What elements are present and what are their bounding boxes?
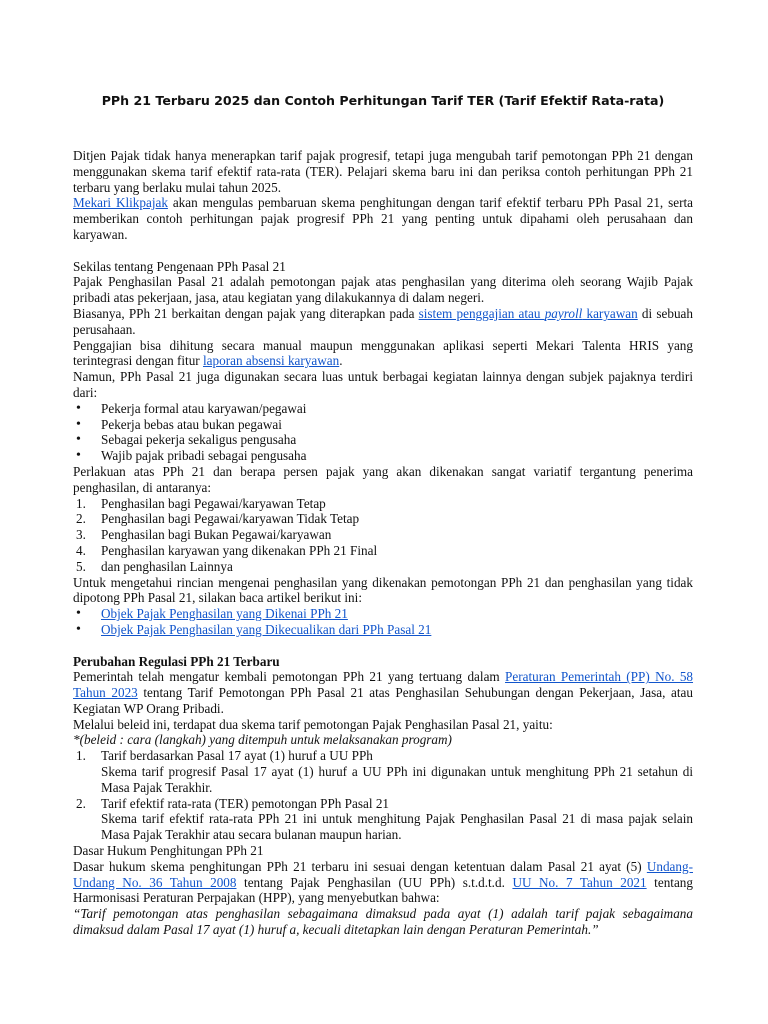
dasar-hukum-heading: Dasar Hukum Penghitungan PPh 21 (73, 843, 264, 859)
list-item: • Pekerja bebas atau bukan pegawai (73, 417, 693, 433)
sekilas-paragraph-3: Penggajian bisa dihitung secara manual maupun menggunakan aplikasi seperti Mekari Talenta HRIS yang terintegrasi dengan fitur laporan absensi karyawan. (73, 337, 693, 369)
list-item: • Wajib pajak pribadi sebagai pengusaha (73, 448, 693, 464)
attendance-report-link[interactable]: laporan absensi karyawan (203, 353, 340, 369)
sekilas-paragraph-6: Untuk mengetahui rincian mengenai penghasilan yang dikenakan pemotongan PPh 21 dan penghasilan yang tidak dipotong PPh Pasal 21, silakan baca artikel berikut ini: (73, 574, 693, 606)
sekilas-paragraph-1: Pajak Penghasilan Pasal 21 adalah pemotongan pajak atas penghasilan yang diterima oleh seorang Wajib Pajak pribadi atas pekerjaan, jasa, atau kegiatan yang dilakukannya di dalam negeri. (73, 274, 693, 306)
article-link-dikecualikan[interactable]: Objek Pajak Penghasilan yang Dikecualikan dari PPh Pasal 21 (101, 621, 432, 637)
sekilas-paragraph-4: Namun, PPh Pasal 21 juga digunakan secara luas untuk berbagai kegiatan lainnya dengan subjek pajaknya terdiri dari: (73, 369, 693, 400)
subject-list (73, 401, 693, 464)
document-title: PPh 21 Terbaru 2025 dan Contoh Perhitungan Tarif TER (Tarif Efektif Rata-rata) (101, 93, 665, 108)
law-quote: “Tarif pemotongan atas penghasilan sebagaimana dimaksud pada ayat (1) adalah tarif pajak sebagaimana dimaksud dalam Pasal 17 ayat (1) huruf a, kecuali ditetapkan lain dengan Peraturan Pemerintah.” (73, 906, 693, 938)
sekilas-heading: Sekilas tentang Pengenaan PPh Pasal 21 (73, 258, 286, 274)
sekilas-paragraph-5: Perlakuan atas PPh 21 dan berapa persen pajak yang akan dikenakan sangat variatif tergantung penerima penghasilan, di antaranya: (73, 463, 693, 495)
dasar-hukum-paragraph: Dasar hukum skema penghitungan PPh 21 terbaru ini sesuai dengan ketentuan dalam Pasal 21 ayat (5) Undang-Undang No. 36 Tahun 2008 tentang Pajak Penghasilan (UU PPh) s.t.d.t.d. UU No. 7 Tahun 2021 tentang Harmonisasi Peraturan Perpajakan (HPP), yang menyebutkan bahwa: (73, 858, 693, 906)
payroll-system-link[interactable]: sistem penggajian atau payroll karyawan (418, 305, 638, 321)
list-item: 2. Tarif efektif rata-rata (TER) pemotongan PPh Pasal 21 Skema tarif efektif rata-rata PPh 21 ini untuk menghitung Pajak Penghasilan Pasal 21 di masa pajak selain Masa Pajak Terakhir atau secara bulanan maupun harian. (76, 795, 693, 843)
perubahan-paragraph-2: Melalui beleid ini, terdapat dua skema tarif pemotongan Pajak Penghasilan Pasal 21, yaitu: (73, 716, 553, 732)
document-page (73, 92, 693, 938)
list-item (73, 622, 693, 638)
list-item: 2. Penghasilan bagi Pegawai/karyawan Tidak Tetap (76, 511, 360, 527)
list-item: 3. Penghasilan bagi Bukan Pegawai/karyawan (76, 527, 332, 543)
perubahan-heading: Perubahan Regulasi PPh 21 Terbaru (73, 653, 280, 669)
article-link-list (73, 606, 693, 638)
list-item: 1. Tarif berdasarkan Pasal 17 ayat (1) huruf a UU PPh Skema tarif progresif Pasal 17 ayat (1) huruf a UU PPh ini digunakan untuk menghitung PPh 21 setahun di Masa Pajak Terakhir. (76, 748, 693, 795)
scheme-list (73, 748, 693, 843)
uu-36-2008-link[interactable]: Undang-Undang No. 36 Tahun 2008 (73, 858, 693, 890)
pp-58-2023-link[interactable]: Peraturan Pemerintah (PP) No. 58 Tahun 2023 (73, 669, 694, 701)
list-item (73, 606, 693, 622)
list-item: 5. dan penghasilan Lainnya (76, 558, 233, 574)
intro-paragraph: Ditjen Pajak tidak hanya menerapkan tarif pajak progresif, tetapi juga mengubah tarif pemotongan PPh 21 dengan menggunakan skema tarif efektif rata-rata (TER). Pelajari skema baru ini dan periksa contoh perhitungan PPh 21 terbaru yang berlaku mulai tahun 2025. (73, 148, 693, 195)
list-item: • Pekerja formal atau karyawan/pegawai (73, 401, 693, 417)
beleid-note: *(beleid : cara (langkah) yang ditempuh untuk melaksanakan program) (73, 732, 452, 748)
uu-7-2021-link[interactable]: UU No. 7 Tahun 2021 (512, 874, 647, 890)
list-item: 4. Penghasilan karyawan yang dikenakan PPh 21 Final (76, 542, 378, 558)
mekari-klikpajak-link[interactable]: Mekari Klikpajak (73, 195, 168, 211)
income-list (73, 496, 693, 575)
article-link-dikenai[interactable]: Objek Pajak Penghasilan yang Dikenai PPh 21 (101, 606, 348, 622)
sekilas-paragraph-2: Biasanya, PPh 21 berkaitan dengan pajak yang diterapkan pada sistem penggajian atau payroll karyawan di sebuah perusahaan. (73, 305, 693, 337)
list-item: 1. Penghasilan bagi Pegawai/karyawan Tetap (76, 495, 326, 511)
intro-paragraph-2: Mekari Klikpajak akan mengulas pembaruan skema penghitungan dengan tarif efektif terbaru PPh Pasal 21, serta memberikan contoh perhitungan pajak progresif PPh 21 yang penting untuk dipahami oleh perusahaan dan karyawan. (73, 195, 693, 242)
perubahan-paragraph-1: Pemerintah telah mengatur kembali pemotongan PPh 21 yang tertuang dalam Peraturan Pemerintah (PP) No. 58 Tahun 2023 tentang Tarif Pemotongan PPh Pasal 21 atas Penghasilan Sehubungan dengan Pekerjaan, Jasa, atau Kegiatan WP Orang Pribadi. (73, 669, 694, 716)
list-item: • Sebagai pekerja sekaligus pengusaha (73, 432, 693, 448)
